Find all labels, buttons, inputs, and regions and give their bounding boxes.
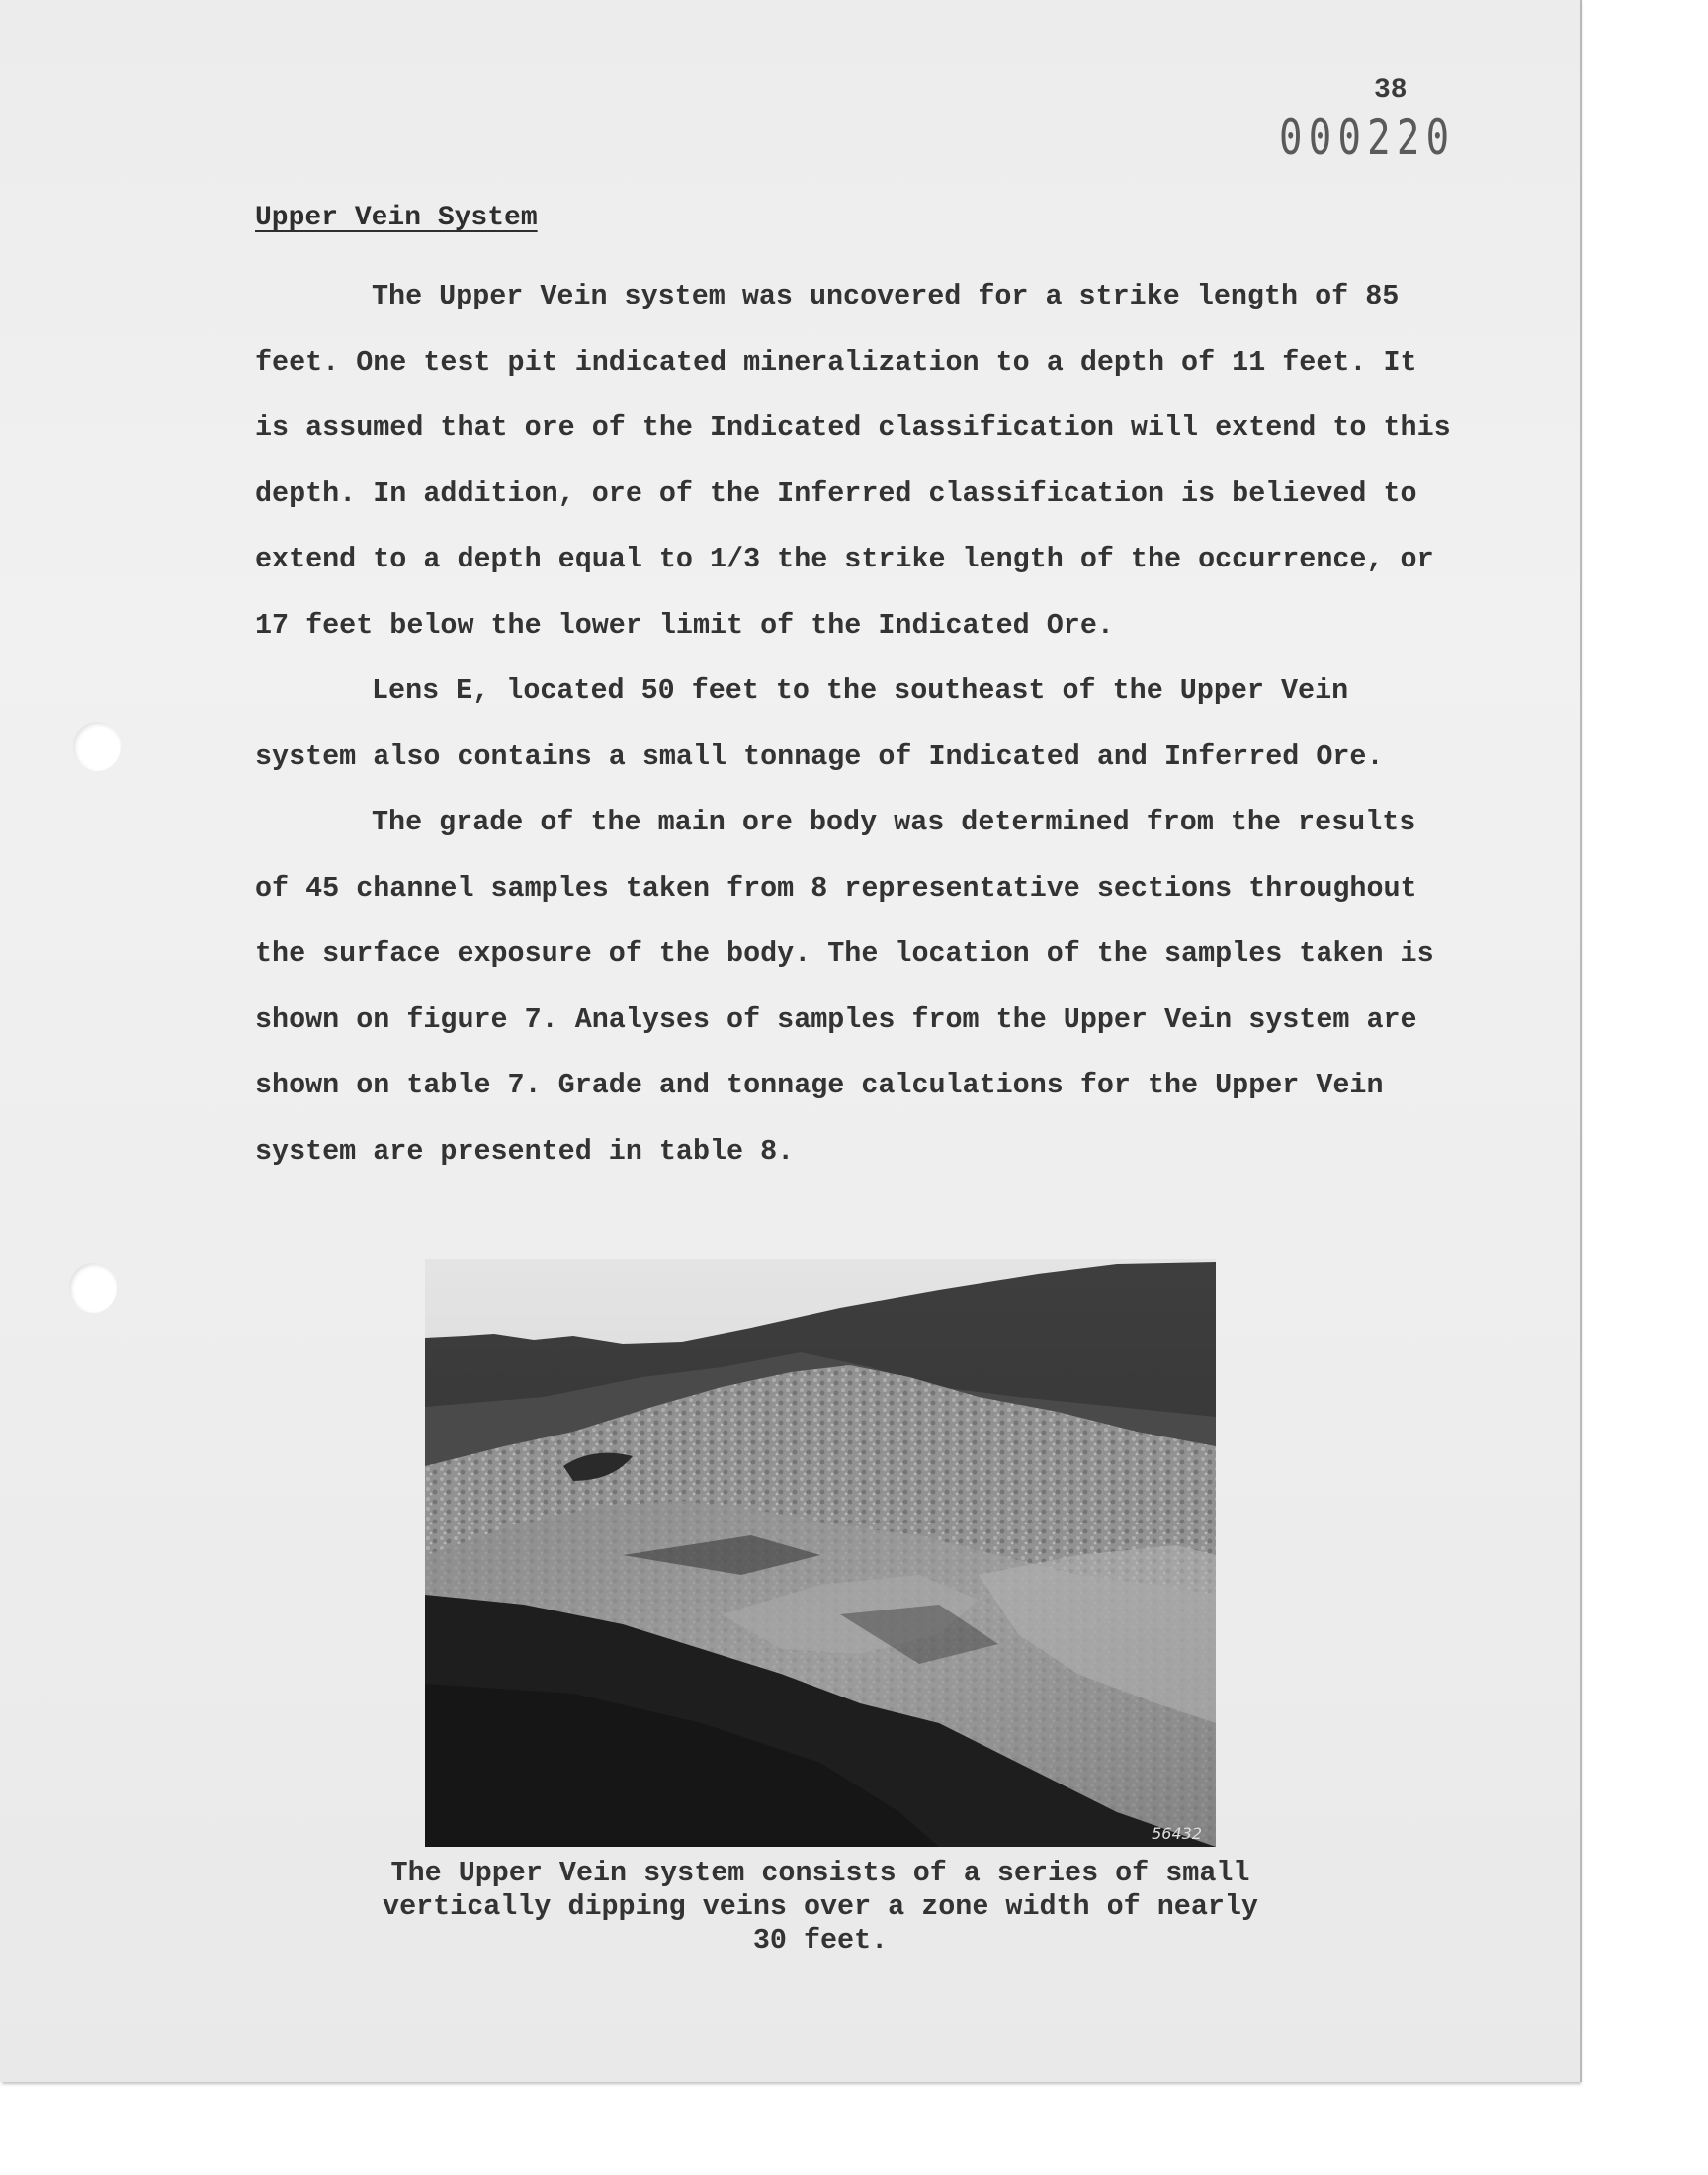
- section-heading: Upper Vein System: [255, 203, 538, 233]
- figure-caption: The Upper Vein system consists of a series of small vertically dipping veins over a zone width of nearly 30 feet.: [383, 1857, 1258, 1957]
- section-body: [255, 264, 1456, 1184]
- punch-hole: [73, 722, 121, 771]
- scan-edge: [1580, 0, 1582, 2082]
- page-number: 38: [1374, 75, 1408, 106]
- body-paragraph: Lens E, located 50 feet to the southeast of the Upper Vein system also contains a small tonnage of Indicated and Inferred Ore.: [255, 674, 1384, 773]
- body-paragraph: The grade of the main ore body was determined from the results of 45 channel samples taken from 8 representative sections throughout the surface exposure of the body. The location of the samples taken is shown on figure 7. Analyses of samples from the Upper Vein system are shown on table 7. Grade and tonnage calculations for the Upper Vein system are presented in table 8.: [255, 806, 1434, 1168]
- body-paragraph: The Upper Vein system was uncovered for a strike length of 85 feet. One test pit indicated mineralization to a depth of 11 feet. It is assumed that ore of the Indicated classification will extend to this depth. In addition, ore of the Inferred classification is believed to extend to a depth equal to 1/3 the strike length of the occurrence, or 17 feet below the lower limit of the Indicated Ore.: [255, 280, 1451, 642]
- photo-number: 56432: [1152, 1824, 1202, 1843]
- site-photograph: [425, 1259, 1216, 1847]
- document-stamp-number: 000220: [1279, 109, 1456, 166]
- photo-landscape-image: [425, 1259, 1216, 1847]
- punch-hole: [69, 1263, 117, 1313]
